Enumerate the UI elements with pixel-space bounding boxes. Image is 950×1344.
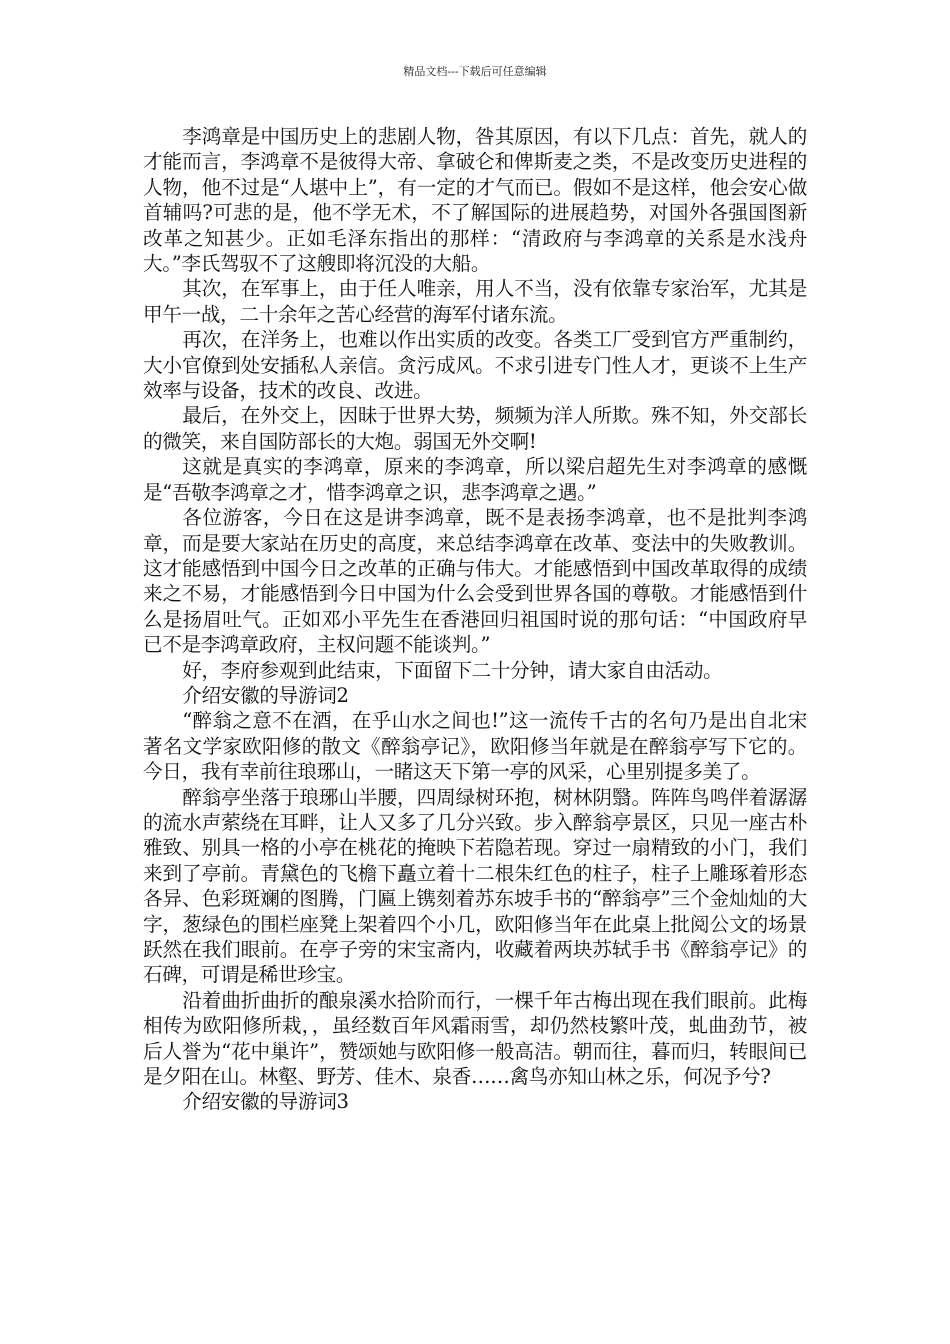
paragraph-diplomacy: 最后，在外交上，因昧于世界大势，频频为洋人所欺。殊不知，外交部长的微笑，来自国防部长的大炮。弱国无外交啊! bbox=[143, 404, 807, 453]
paragraph-li-hongzhang-intro: 李鸿章是中国历史上的悲剧人物，咎其原因，有以下几点：首先，就人的才能而言，李鸿章不是彼得大帝、拿破仑和俾斯麦之类，不是改变历史进程的人物，他不过是“人堪中上”，有一定的才气而已。假如不是这样，他会安心做首辅吗?可悲的是，他不学无术，不了解国际的进展趋势，对国外各强国图新改革之知甚少。正如毛泽东指出的那样：“清政府与李鸿章的关系是水浅舟大。”李氏驾驭不了这艘即将沉没的大船。 bbox=[143, 125, 807, 276]
paragraph-liang-qichao: 这就是真实的李鸿章，原来的李鸿章，所以梁启超先生对李鸿章的感慨是“吾敬李鸿章之才，惜李鸿章之识，悲李鸿章之遇。” bbox=[143, 455, 807, 504]
paragraph-visitors: 各位游客，今日在这是讲李鸿章，既不是表扬李鸿章，也不是批判李鸿章，而是要大家站在历史的高度，来总结李鸿章在改革、变法中的失败教训。这才能感悟到中国今日之改革的正确与伟大。才能感悟到中国改革取得的成绩来之不易，才能感悟到今日中国为什么会受到世界各国的尊敬。才能感悟到什么是扬眉吐气。正如邓小平先生在香港回归祖国时说的那句话：“中国政府早已不是李鸿章政府，主权问题不能谈判。” bbox=[143, 506, 807, 657]
page-header: 精品文档---下载后可任意编辑 bbox=[403, 65, 547, 78]
paragraph-zuiweng-intro: “醉翁之意不在酒，在乎山水之间也!”这一流传千古的名句乃是出自北宋著名文学家欧阳修的散文《醉翁亭记》，欧阳修当年就是在醉翁亭写下它的。今日，我有幸前往琅琊山，一睹这天下第一亭的风采，心里别提多美了。 bbox=[143, 709, 807, 784]
paragraph-ancient-plum: 沿着曲折曲折的酿泉溪水拾阶而行，一棵千年古梅出现在我们眼前。此梅相传为欧阳修所栽，，虽经数百年风霜雨雪，却仍然枝繁叶茂，虬曲劲节，被后人誉为“花中巢许”，赞颂她与欧阳修一般高洁。朝而往，暮而归，转眼间已是夕阳在山。林壑、野芳、佳木、泉香……禽鸟亦知山林之乐，何况予兮? bbox=[143, 988, 807, 1089]
paragraph-zuiweng-pavilion: 醉翁亭坐落于琅琊山半腰，四周绿树环抱，树林阴翳。阵阵鸟鸣伴着潺潺的流水声萦绕在耳畔，让人又多了几分兴致。步入醉翁亭景区，只见一座古朴雅致、别具一格的小亭在桃花的掩映下若隐若现。穿过一扇精致的小门，我们来到了亭前。青黛色的飞檐下矗立着十二根朱红色的柱子，柱子上雕琢着形态各异、色彩斑斓的图腾，门匾上镌刻着苏东坡手书的“醉翁亭”三个金灿灿的大字，葱绿色的围栏座凳上架着四个小几，欧阳修当年在此桌上批阅公文的场景跃然在我们眼前。在亭子旁的宋宝斋内，收藏着两块苏轼手书《醉翁亭记》的石碑，可谓是稀世珍宝。 bbox=[143, 785, 807, 987]
section-heading-2: 介绍安徽的导游词2 bbox=[182, 683, 349, 707]
paragraph-westernization: 再次，在洋务上，也难以作出实质的改变。各类工厂受到官方严重制约，大小官僚到处安插私人亲信。贪污成风。不求引进专门性人才，更谈不上生产效率与设备，技术的改良、改进。 bbox=[143, 328, 807, 403]
document-body bbox=[143, 124, 807, 1115]
paragraph-tour-end: 好，李府参观到此结束，下面留下二十分钟，请大家自由活动。 bbox=[182, 658, 723, 682]
paragraph-military: 其次，在军事上，由于任人唯亲，用人不当，没有依靠专家治军，尤其是甲午一战，二十余年之苦心经营的海军付诸东流。 bbox=[143, 277, 807, 326]
section-heading-3: 介绍安徽的导游词3 bbox=[182, 1090, 349, 1114]
